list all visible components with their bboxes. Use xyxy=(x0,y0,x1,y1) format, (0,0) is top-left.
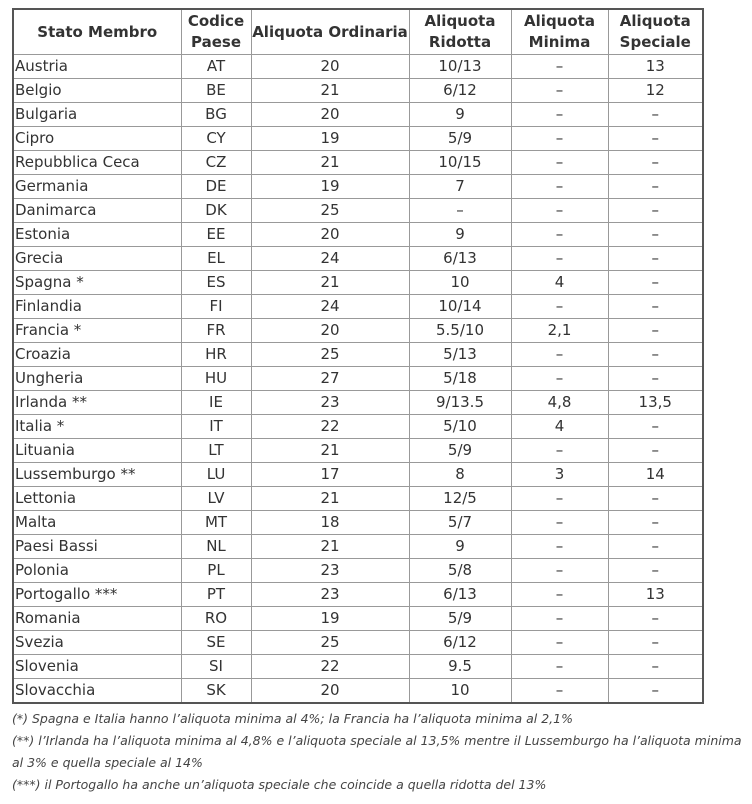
cell-special-rate: – xyxy=(608,367,703,391)
table-row xyxy=(13,79,703,103)
table-row xyxy=(13,439,703,463)
cell-code: EL xyxy=(181,247,251,271)
cell-standard-rate: 17 xyxy=(251,463,409,487)
footnotes xyxy=(12,708,742,796)
cell-minimum-rate: – xyxy=(511,247,608,271)
cell-minimum-rate: – xyxy=(511,367,608,391)
cell-minimum-rate: – xyxy=(511,79,608,103)
cell-code: SE xyxy=(181,631,251,655)
cell-standard-rate: 19 xyxy=(251,127,409,151)
cell-standard-rate: 21 xyxy=(251,151,409,175)
cell-standard-rate: 22 xyxy=(251,655,409,679)
cell-country: Svezia xyxy=(13,631,181,655)
cell-code: LT xyxy=(181,439,251,463)
cell-special-rate: – xyxy=(608,343,703,367)
header-minimum-rate xyxy=(511,9,608,55)
table-row xyxy=(13,295,703,319)
header-special-line-1: Aliquota xyxy=(619,12,691,30)
cell-special-rate: – xyxy=(608,271,703,295)
cell-code: EE xyxy=(181,223,251,247)
cell-code: BG xyxy=(181,103,251,127)
cell-code: RO xyxy=(181,607,251,631)
cell-standard-rate: 21 xyxy=(251,79,409,103)
cell-code: CY xyxy=(181,127,251,151)
cell-special-rate: – xyxy=(608,511,703,535)
cell-special-rate: – xyxy=(608,319,703,343)
cell-standard-rate: 23 xyxy=(251,391,409,415)
table-row xyxy=(13,103,703,127)
table-body xyxy=(13,55,703,704)
cell-standard-rate: 21 xyxy=(251,535,409,559)
cell-country: Grecia xyxy=(13,247,181,271)
header-reduced-rate xyxy=(409,9,511,55)
cell-minimum-rate: – xyxy=(511,295,608,319)
table-row xyxy=(13,55,703,79)
cell-code: PT xyxy=(181,583,251,607)
cell-country: Slovenia xyxy=(13,655,181,679)
cell-minimum-rate: – xyxy=(511,631,608,655)
header-minimum-line-2: Minima xyxy=(528,33,591,51)
cell-country: Cipro xyxy=(13,127,181,151)
cell-standard-rate: 19 xyxy=(251,175,409,199)
table-row xyxy=(13,511,703,535)
cell-minimum-rate: – xyxy=(511,55,608,79)
cell-minimum-rate: – xyxy=(511,487,608,511)
cell-code: DE xyxy=(181,175,251,199)
cell-special-rate: – xyxy=(608,151,703,175)
cell-minimum-rate: 4 xyxy=(511,415,608,439)
header-standard-line: Aliquota Ordinaria xyxy=(252,22,408,41)
cell-code: DK xyxy=(181,199,251,223)
cell-code: IE xyxy=(181,391,251,415)
header-code xyxy=(181,9,251,55)
cell-special-rate: – xyxy=(608,127,703,151)
header-special-line-2: Speciale xyxy=(619,33,691,51)
cell-special-rate: – xyxy=(608,559,703,583)
cell-standard-rate: 21 xyxy=(251,439,409,463)
cell-special-rate: 13 xyxy=(608,583,703,607)
cell-code: FR xyxy=(181,319,251,343)
cell-minimum-rate: – xyxy=(511,127,608,151)
table-row xyxy=(13,199,703,223)
cell-reduced-rate: 5/18 xyxy=(409,367,511,391)
footnote-2: (**) l’Irlanda ha l’aliquota minima al 4,8% e l’aliquota speciale al 13,5% mentre il Lussemburgo ha l’aliquota minima al 3% e quella speciale al 14% xyxy=(12,733,742,770)
cell-country: Spagna * xyxy=(13,271,181,295)
table-row xyxy=(13,367,703,391)
cell-minimum-rate: 4,8 xyxy=(511,391,608,415)
cell-reduced-rate: 9 xyxy=(409,535,511,559)
cell-country: Belgio xyxy=(13,79,181,103)
header-reduced-line-1: Aliquota xyxy=(424,12,496,30)
cell-minimum-rate: – xyxy=(511,655,608,679)
cell-country: Estonia xyxy=(13,223,181,247)
cell-special-rate: – xyxy=(608,175,703,199)
cell-code: PL xyxy=(181,559,251,583)
cell-country: Danimarca xyxy=(13,199,181,223)
cell-minimum-rate: – xyxy=(511,535,608,559)
cell-special-rate: – xyxy=(608,631,703,655)
cell-reduced-rate: 10/14 xyxy=(409,295,511,319)
header-country xyxy=(13,9,181,55)
cell-country: Irlanda ** xyxy=(13,391,181,415)
header-special-rate xyxy=(608,9,703,55)
cell-reduced-rate: 6/12 xyxy=(409,79,511,103)
header-code-line-2: Paese xyxy=(191,33,241,51)
cell-reduced-rate: 5/9 xyxy=(409,439,511,463)
footnote-3: (***) il Portogallo ha anche un’aliquota speciale che coincide a quella ridotta del 13% xyxy=(12,777,547,792)
cell-reduced-rate: 6/12 xyxy=(409,631,511,655)
cell-reduced-rate: 9.5 xyxy=(409,655,511,679)
cell-reduced-rate: 5/8 xyxy=(409,559,511,583)
cell-minimum-rate: – xyxy=(511,607,608,631)
header-minimum-line-1: Aliquota xyxy=(524,12,595,30)
cell-standard-rate: 20 xyxy=(251,55,409,79)
cell-country: Lettonia xyxy=(13,487,181,511)
cell-reduced-rate: 5/10 xyxy=(409,415,511,439)
cell-country: Paesi Bassi xyxy=(13,535,181,559)
cell-country: Bulgaria xyxy=(13,103,181,127)
table-row xyxy=(13,463,703,487)
cell-code: IT xyxy=(181,415,251,439)
cell-reduced-rate: 10/15 xyxy=(409,151,511,175)
cell-standard-rate: 20 xyxy=(251,319,409,343)
cell-standard-rate: 23 xyxy=(251,583,409,607)
cell-country: Croazia xyxy=(13,343,181,367)
table-row xyxy=(13,655,703,679)
cell-country: Italia * xyxy=(13,415,181,439)
table-row xyxy=(13,487,703,511)
cell-reduced-rate: 9/13.5 xyxy=(409,391,511,415)
table-row xyxy=(13,583,703,607)
cell-code: LU xyxy=(181,463,251,487)
cell-minimum-rate: – xyxy=(511,103,608,127)
table-row xyxy=(13,535,703,559)
cell-code: HU xyxy=(181,367,251,391)
cell-code: AT xyxy=(181,55,251,79)
cell-reduced-rate: 5/7 xyxy=(409,511,511,535)
cell-standard-rate: 21 xyxy=(251,487,409,511)
cell-standard-rate: 23 xyxy=(251,559,409,583)
table-row xyxy=(13,631,703,655)
cell-country: Slovacchia xyxy=(13,679,181,704)
cell-minimum-rate: 3 xyxy=(511,463,608,487)
cell-special-rate: 13 xyxy=(608,55,703,79)
cell-code: SI xyxy=(181,655,251,679)
cell-special-rate: – xyxy=(608,223,703,247)
cell-code: BE xyxy=(181,79,251,103)
header-code-line-1: Codice xyxy=(187,12,245,30)
cell-reduced-rate: – xyxy=(409,199,511,223)
cell-reduced-rate: 9 xyxy=(409,103,511,127)
cell-code: ES xyxy=(181,271,251,295)
cell-special-rate: – xyxy=(608,607,703,631)
cell-minimum-rate: – xyxy=(511,679,608,704)
cell-minimum-rate: – xyxy=(511,439,608,463)
cell-country: Germania xyxy=(13,175,181,199)
cell-country: Portogallo *** xyxy=(13,583,181,607)
footnote-1: (*) Spagna e Italia hanno l’aliquota minima al 4%; la Francia ha l’aliquota minima al 2,1% xyxy=(12,711,573,726)
table-row xyxy=(13,247,703,271)
cell-special-rate: – xyxy=(608,655,703,679)
cell-minimum-rate: 2,1 xyxy=(511,319,608,343)
cell-country: Repubblica Ceca xyxy=(13,151,181,175)
cell-reduced-rate: 6/13 xyxy=(409,583,511,607)
cell-code: FI xyxy=(181,295,251,319)
cell-code: NL xyxy=(181,535,251,559)
vat-rates-table-container xyxy=(12,8,702,704)
cell-reduced-rate: 12/5 xyxy=(409,487,511,511)
cell-country: Finlandia xyxy=(13,295,181,319)
cell-code: HR xyxy=(181,343,251,367)
cell-country: Francia * xyxy=(13,319,181,343)
table-row xyxy=(13,679,703,704)
cell-standard-rate: 20 xyxy=(251,103,409,127)
table-row xyxy=(13,343,703,367)
cell-standard-rate: 19 xyxy=(251,607,409,631)
cell-minimum-rate: – xyxy=(511,511,608,535)
cell-code: CZ xyxy=(181,151,251,175)
cell-reduced-rate: 5/13 xyxy=(409,343,511,367)
cell-minimum-rate: – xyxy=(511,199,608,223)
cell-country: Polonia xyxy=(13,559,181,583)
cell-standard-rate: 22 xyxy=(251,415,409,439)
table-row xyxy=(13,223,703,247)
cell-code: LV xyxy=(181,487,251,511)
cell-special-rate: 12 xyxy=(608,79,703,103)
cell-minimum-rate: – xyxy=(511,151,608,175)
table-row xyxy=(13,391,703,415)
cell-reduced-rate: 5/9 xyxy=(409,607,511,631)
cell-reduced-rate: 7 xyxy=(409,175,511,199)
cell-reduced-rate: 10 xyxy=(409,679,511,704)
cell-minimum-rate: – xyxy=(511,175,608,199)
header-country-line: Stato Membro xyxy=(37,22,158,41)
cell-minimum-rate: – xyxy=(511,343,608,367)
cell-standard-rate: 24 xyxy=(251,247,409,271)
cell-minimum-rate: – xyxy=(511,223,608,247)
cell-special-rate: – xyxy=(608,295,703,319)
cell-standard-rate: 24 xyxy=(251,295,409,319)
cell-country: Lituania xyxy=(13,439,181,463)
header-standard-rate xyxy=(251,9,409,55)
table-row xyxy=(13,607,703,631)
cell-standard-rate: 21 xyxy=(251,271,409,295)
cell-country: Ungheria xyxy=(13,367,181,391)
cell-special-rate: 13,5 xyxy=(608,391,703,415)
cell-standard-rate: 20 xyxy=(251,679,409,704)
cell-minimum-rate: – xyxy=(511,559,608,583)
cell-reduced-rate: 9 xyxy=(409,223,511,247)
cell-special-rate: – xyxy=(608,247,703,271)
table-row xyxy=(13,151,703,175)
cell-country: Austria xyxy=(13,55,181,79)
cell-reduced-rate: 10/13 xyxy=(409,55,511,79)
table-row xyxy=(13,175,703,199)
cell-standard-rate: 25 xyxy=(251,631,409,655)
cell-reduced-rate: 8 xyxy=(409,463,511,487)
cell-reduced-rate: 5/9 xyxy=(409,127,511,151)
table-row xyxy=(13,271,703,295)
cell-country: Malta xyxy=(13,511,181,535)
cell-reduced-rate: 10 xyxy=(409,271,511,295)
cell-country: Romania xyxy=(13,607,181,631)
cell-standard-rate: 20 xyxy=(251,223,409,247)
cell-special-rate: – xyxy=(608,415,703,439)
cell-reduced-rate: 6/13 xyxy=(409,247,511,271)
cell-special-rate: – xyxy=(608,535,703,559)
header-reduced-line-2: Ridotta xyxy=(428,33,492,51)
cell-special-rate: – xyxy=(608,439,703,463)
cell-special-rate: – xyxy=(608,679,703,704)
table-row xyxy=(13,415,703,439)
cell-special-rate: – xyxy=(608,199,703,223)
cell-country: Lussemburgo ** xyxy=(13,463,181,487)
table-header-row xyxy=(13,9,703,55)
cell-minimum-rate: – xyxy=(511,583,608,607)
cell-standard-rate: 18 xyxy=(251,511,409,535)
table-row xyxy=(13,127,703,151)
cell-reduced-rate: 5.5/10 xyxy=(409,319,511,343)
cell-standard-rate: 25 xyxy=(251,199,409,223)
vat-rates-table xyxy=(12,8,704,704)
cell-special-rate: – xyxy=(608,487,703,511)
cell-code: MT xyxy=(181,511,251,535)
cell-minimum-rate: 4 xyxy=(511,271,608,295)
cell-code: SK xyxy=(181,679,251,704)
table-row xyxy=(13,559,703,583)
cell-special-rate: – xyxy=(608,103,703,127)
cell-special-rate: 14 xyxy=(608,463,703,487)
cell-standard-rate: 27 xyxy=(251,367,409,391)
cell-standard-rate: 25 xyxy=(251,343,409,367)
table-row xyxy=(13,319,703,343)
